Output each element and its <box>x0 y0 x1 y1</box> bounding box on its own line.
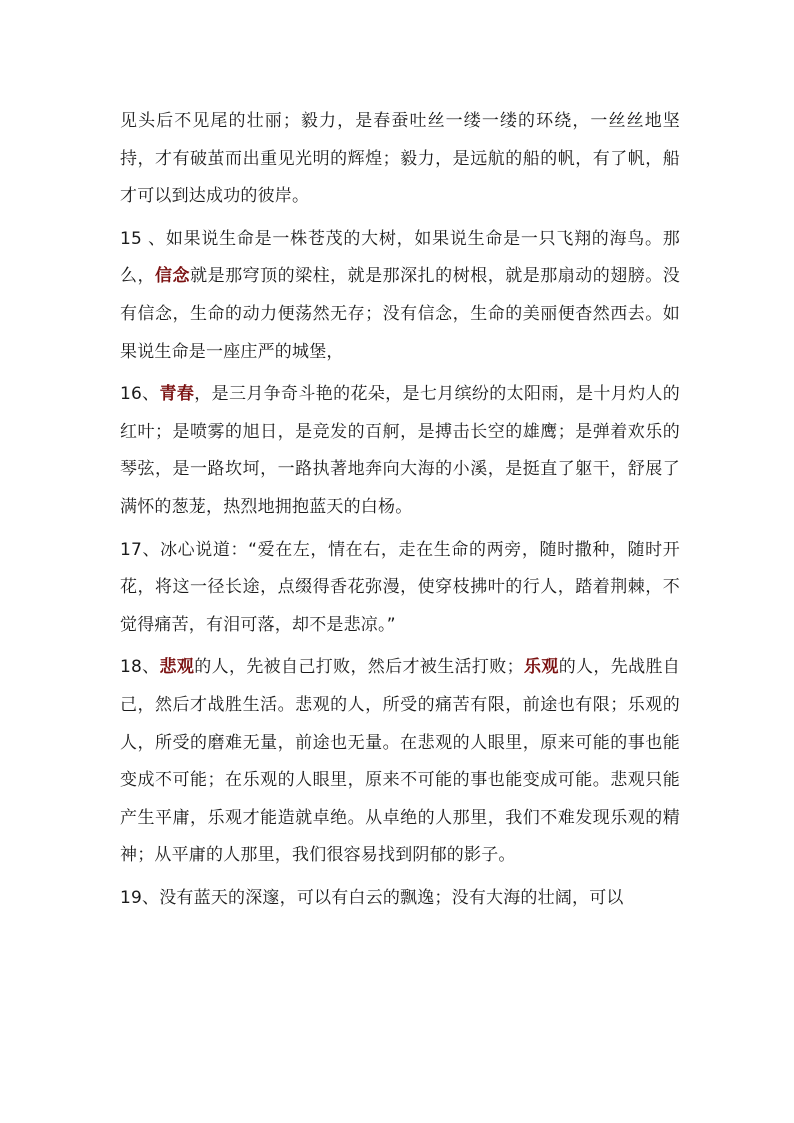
paragraph-item-19 <box>120 880 680 918</box>
highlighted-keyword: 悲观 <box>159 657 195 678</box>
paragraph-item-18 <box>120 649 680 875</box>
paragraph-text: 的人，先战胜自己，然后才战胜生活。悲观的人，所受的痛苦有限，前途也有限；乐观的人，所受的磨难无量，前途也无量。在悲观的人眼里，原来可能的事也能变成不可能；在乐观的人眼里，原来不可能的事也能变成可能。悲观只能产生平庸，乐观才能造就卓绝。从卓绝的人那里，我们不难发现乐观的精神；从平庸的人那里，我们很容易找到阴郁的影子。 <box>120 657 681 866</box>
paragraph-item-16 <box>120 376 680 526</box>
paragraph-text: 18、 <box>120 657 160 678</box>
paragraph-text: 的人，先被自己打败，然后才被生活打败； <box>194 657 524 678</box>
paragraph-text: 15 、如果说生命是一株苍茂的大树，如果说生命是一只飞翔的海鸟。那么， <box>120 228 680 287</box>
paragraph-continuation <box>120 103 680 216</box>
paragraph-text: 就是那穹顶的梁柱，就是那深扎的树根，就是那扇动的翅膀。没有信念，生命的动力便荡然无存；没有信念，生命的美丽便杳然西去。如果说生命是一座庄严的城堡， <box>120 266 681 362</box>
highlighted-keyword: 青春 <box>159 384 195 405</box>
paragraph-text: 19、没有蓝天的深邃，可以有白云的飘逸；没有大海的壮阔，可以 <box>120 887 624 908</box>
paragraph-item-15 <box>120 221 680 371</box>
highlighted-keyword: 乐观 <box>523 657 559 678</box>
paragraph-text: 16、 <box>120 384 160 405</box>
paragraph-item-17 <box>120 532 680 645</box>
paragraph-text: 见头后不见尾的壮丽；毅力，是春蚕吐丝一缕一缕的环绕，一丝丝地坚持，才有破茧而出重见光明的辉煌；毅力，是远航的船的帆，有了帆，船才可以到达成功的彼岸。 <box>120 111 680 207</box>
document-body <box>120 103 680 922</box>
highlighted-keyword: 信念 <box>155 266 191 287</box>
paragraph-text: ，是三月争奇斗艳的花朵，是七月缤纷的太阳雨，是十月灼人的红叶；是喷雾的旭日，是竞发的百舸，是搏击长空的雄鹰；是弹着欢乐的琴弦，是一路坎坷，一路执著地奔向大海的小溪，是挺直了躯干，舒展了满怀的葱茏，热烈地拥抱蓝天的白杨。 <box>120 384 681 517</box>
paragraph-text: 17、冰心说道：“爱在左，情在右，走在生命的两旁，随时撒种，随时开花，将这一径长途，点缀得香花弥漫，使穿枝拂叶的行人，踏着荆棘，不觉得痛苦，有泪可落，却不是悲凉。” <box>120 539 680 635</box>
